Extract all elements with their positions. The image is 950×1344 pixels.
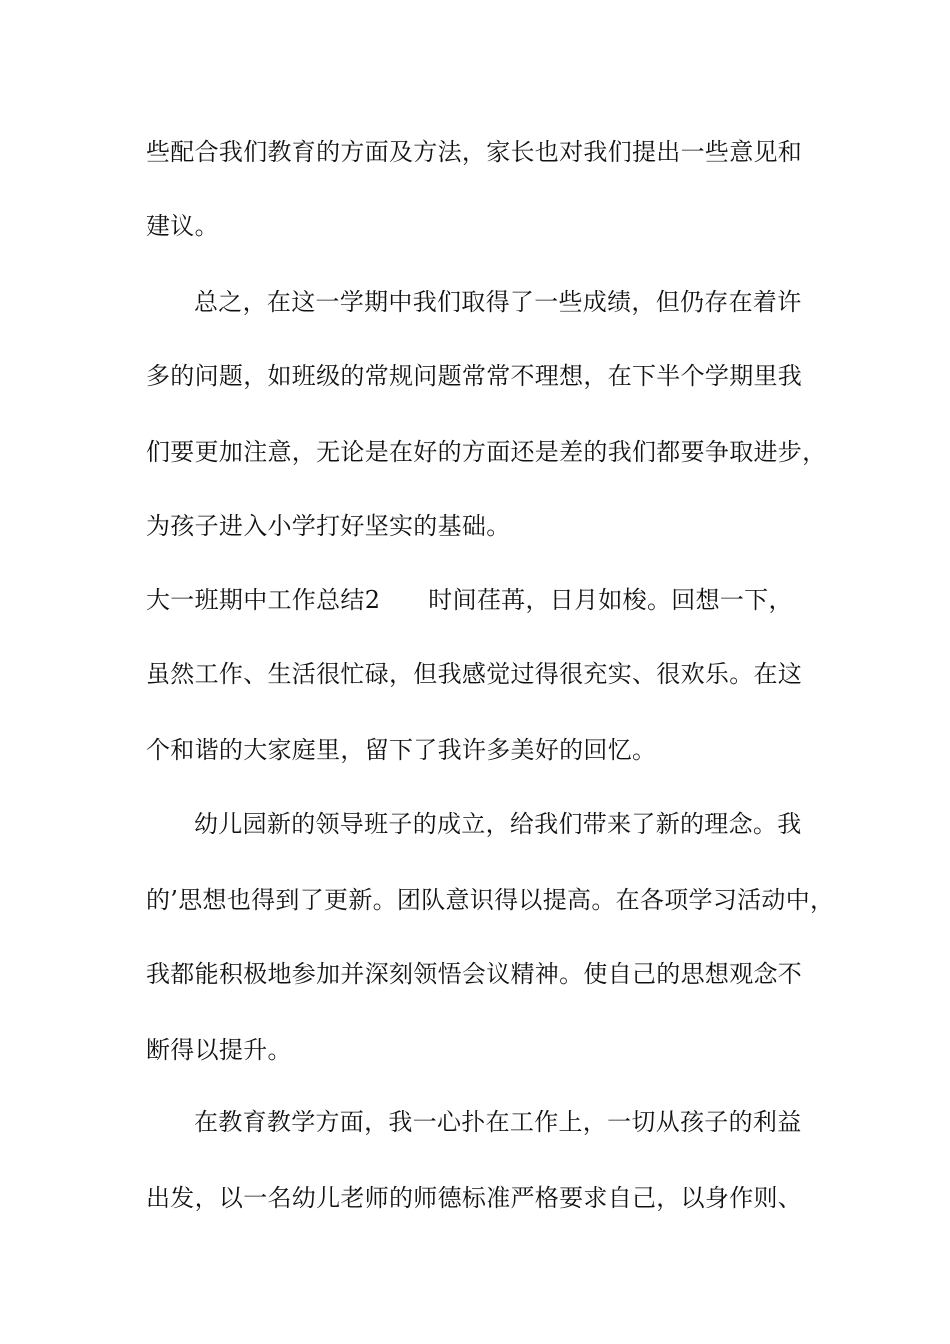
text-line: 的’思想也得到了更新。团队意识得以提高。在各项学习活动中， (146, 886, 835, 914)
text-line: 为孩子进入小学打好坚实的基础。 (146, 512, 511, 540)
text-line: 个和谐的大家庭里，留下了我许多美好的回忆。 (146, 736, 657, 764)
text-line: 们要更加注意，无论是在好的方面还是差的我们都要争取进步， (146, 438, 827, 466)
paragraph-start-line: 在教育教学方面，我一心扑在工作上，一切从孩子的利益 (194, 1108, 802, 1136)
text-line: 些配合我们教育的方面及方法，家长也对我们提出一些意见和 (146, 138, 803, 166)
heading-following-text: 时间荏苒，日月如梭。回想一下， (428, 586, 793, 614)
paragraph-start-line: 总之，在这一学期中我们取得了一些成绩，但仍存在着许 (194, 288, 802, 316)
text-line: 出发，以一名幼儿老师的师德标准严格要求自己，以身作则、 (146, 1184, 803, 1212)
text-line: 断得以提升。 (146, 1036, 292, 1064)
text-line: 我都能积极地参加并深刻领悟会议精神。使自己的思想观念不 (146, 960, 803, 988)
text-line: 建议。 (146, 212, 219, 240)
section-heading: 大一班期中工作总结2 (146, 586, 381, 614)
section-heading-line (146, 584, 816, 616)
paragraph-start-line: 幼儿园新的领导班子的成立，给我们带来了新的理念。我 (194, 810, 802, 838)
text-line: 虽然工作、生活很忙碌，但我感觉过得很充实、很欢乐。在这 (146, 660, 803, 688)
text-line: 多的问题，如班级的常规问题常常不理想，在下半个学期里我 (146, 362, 803, 390)
